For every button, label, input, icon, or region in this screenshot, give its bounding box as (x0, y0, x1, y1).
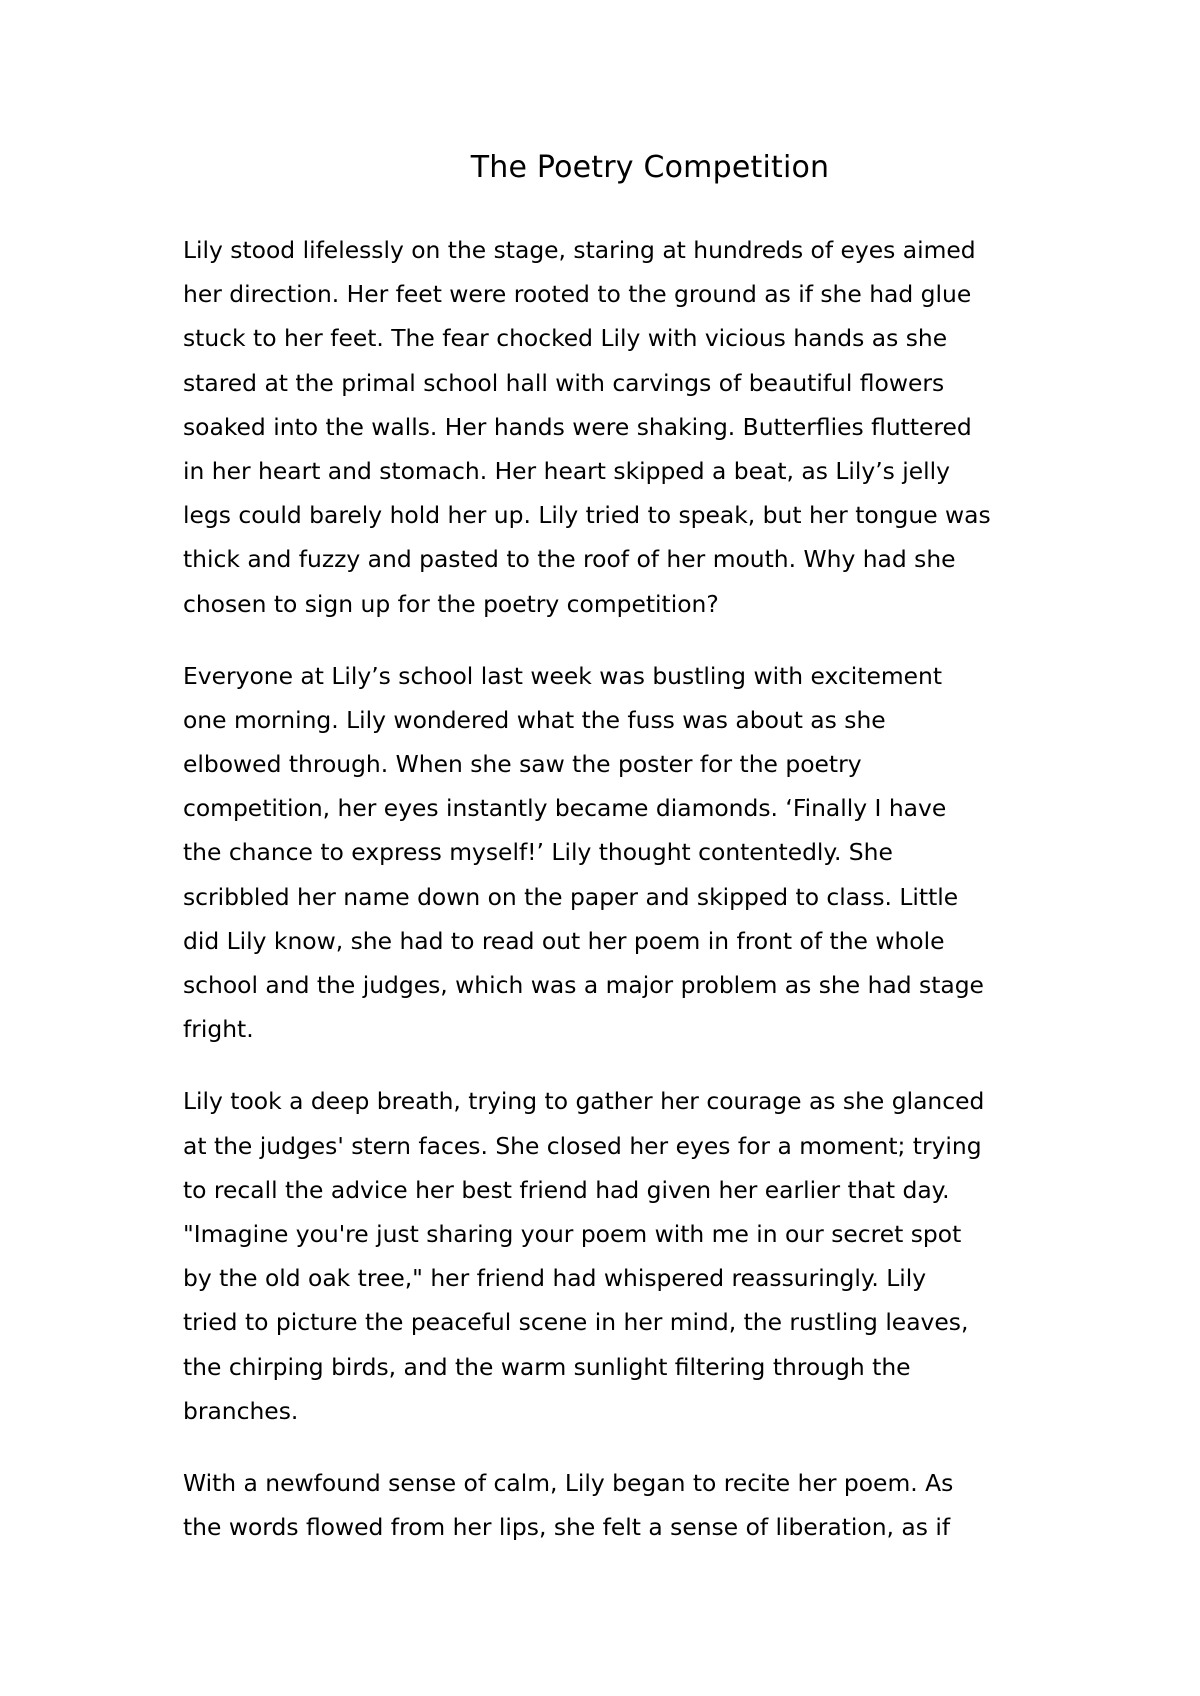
text-line: her direction. Her feet were rooted to the ground as if she had glue (183, 280, 972, 309)
text-line: "Imagine you're just sharing your poem with me in our secret spot (183, 1219, 962, 1248)
text-line: to recall the advice her best friend had given her earlier that day. (183, 1175, 950, 1204)
document-title: The Poetry Competition (470, 150, 830, 185)
text-line: one morning. Lily wondered what the fuss was about as she (183, 705, 886, 734)
paragraph-2 (183, 654, 1033, 1052)
text-line: Everyone at Lily’s school last week was bustling with excitement (183, 661, 943, 690)
text-line: at the judges' stern faces. She closed her eyes for a moment; trying (183, 1131, 982, 1160)
text-line: fright. (183, 1015, 254, 1044)
text-line: branches. (183, 1396, 299, 1425)
text-line: chosen to sign up for the poetry competition? (183, 589, 719, 618)
text-line: scribbled her name down on the paper and skipped to class. Little (183, 882, 959, 911)
text-line: competition, her eyes instantly became diamonds. ‘Finally I have (183, 794, 947, 823)
text-line: stuck to her feet. The fear chocked Lily with vicious hands as she (183, 324, 948, 353)
paragraph-3 (183, 1079, 1033, 1433)
text-line: elbowed through. When she saw the poster for the poetry (183, 750, 862, 779)
text-line: by the old oak tree," her friend had whispered reassuringly. Lily (183, 1264, 927, 1293)
text-line: Lily stood lifelessly on the stage, staring at hundreds of eyes aimed (183, 236, 976, 264)
text-line: school and the judges, which was a major problem as she had stage (183, 971, 984, 999)
text-line: the chirping birds, and the warm sunlight filtering through the (183, 1352, 911, 1381)
document-body (183, 228, 1033, 1577)
text-line: soaked into the walls. Her hands were shaking. Butterflies fluttered (183, 412, 972, 441)
text-line: legs could barely hold her up. Lily tried to speak, but her tongue was (183, 501, 991, 530)
text-line: With a newfound sense of calm, Lily began to recite her poem. As (183, 1468, 954, 1497)
text-line: did Lily know, she had to read out her poem in front of the whole (183, 926, 945, 955)
text-line: the words flowed from her lips, she felt a sense of liberation, as if (183, 1513, 951, 1542)
text-line: the chance to express myself!’ Lily thought contentedly. She (183, 838, 893, 867)
text-line: thick and fuzzy and pasted to the roof of her mouth. Why had she (183, 545, 956, 574)
text-line: in her heart and stomach. Her heart skipped a beat, as Lily’s jelly (183, 456, 950, 485)
text-line: stared at the primal school hall with carvings of beautiful flowers (183, 368, 945, 397)
paragraph-4 (183, 1461, 1033, 1549)
paragraph-1 (183, 228, 1033, 626)
text-line: tried to picture the peaceful scene in her mind, the rustling leaves, (183, 1308, 969, 1337)
text-line: Lily took a deep breath, trying to gather her courage as she glanced (183, 1087, 985, 1116)
